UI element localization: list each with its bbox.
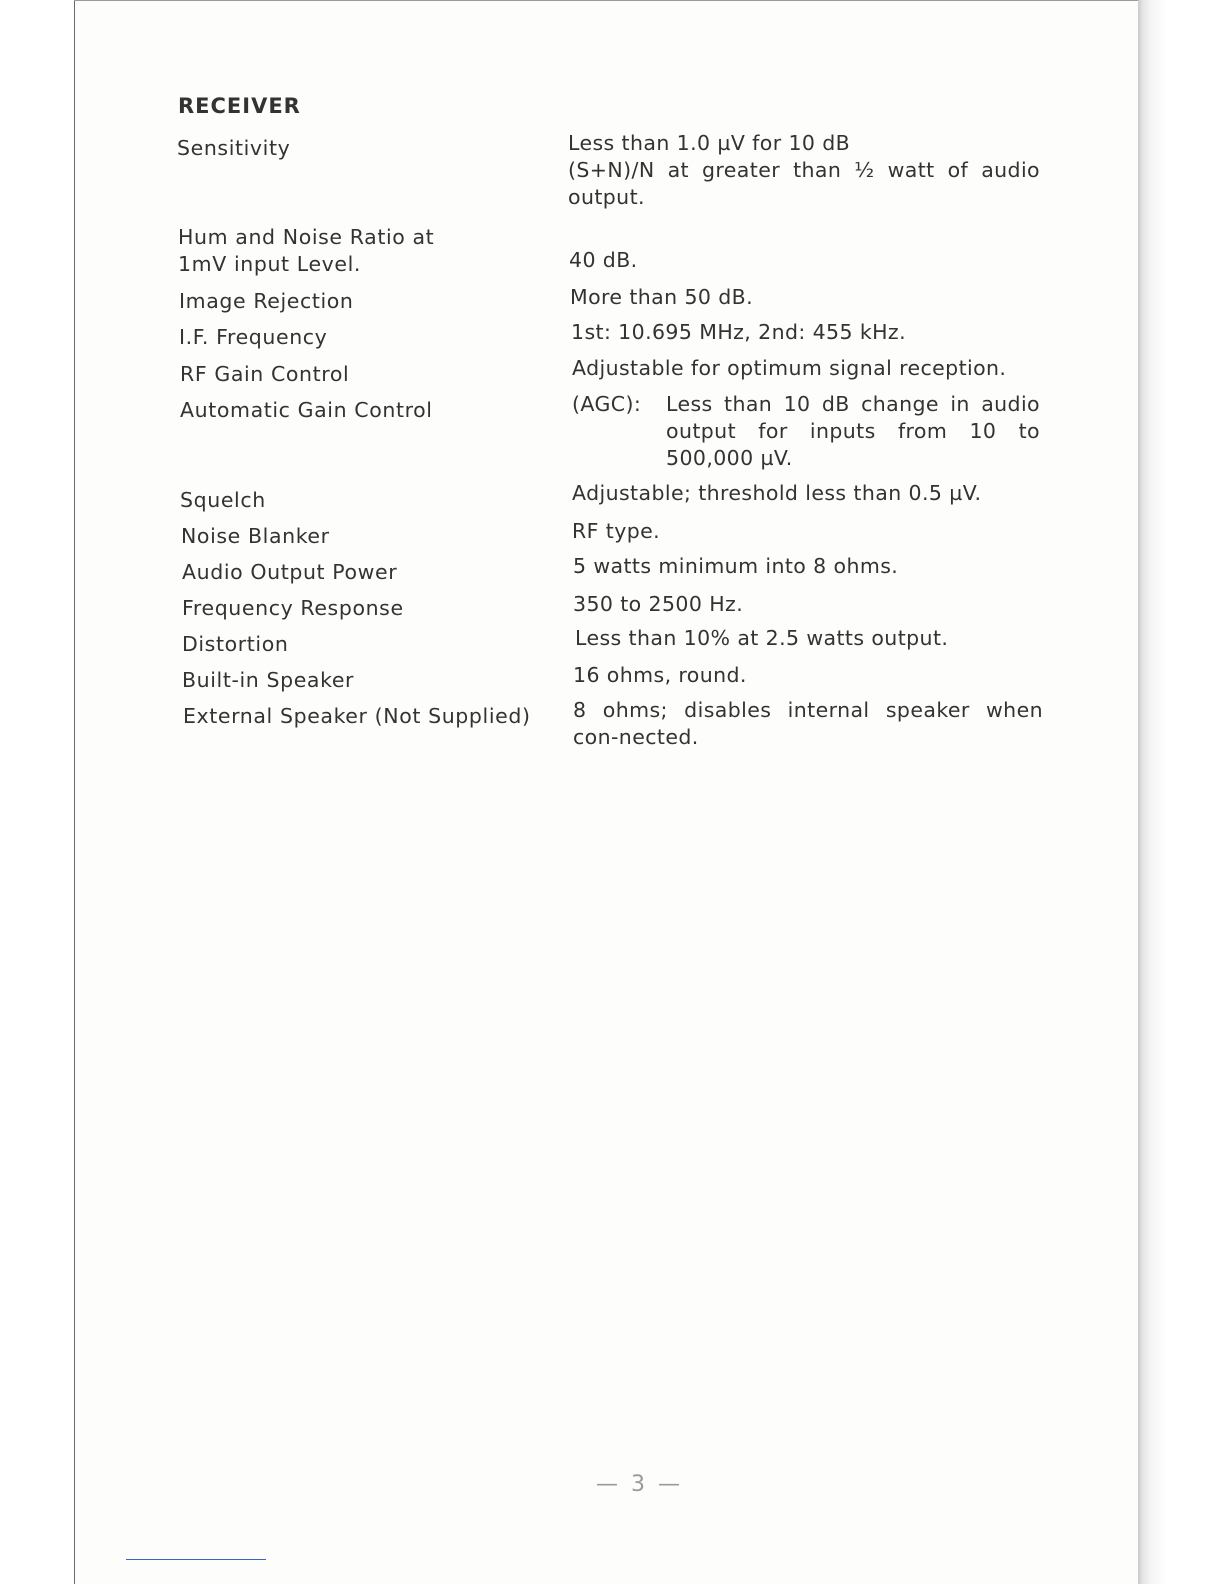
spec-label-image-rejection: Image Rejection <box>179 289 354 313</box>
page-top-edge <box>74 0 1140 1</box>
spec-value-sensitivity <box>568 130 1040 211</box>
page-number: — 3 — <box>596 1472 683 1497</box>
spec-value-hum-noise: 40 dB. <box>569 248 638 272</box>
spec-value-sensitivity-rest: (S+N)/N at greater than ½ watt of audio output. <box>568 158 1040 209</box>
spec-value-sensitivity-line1: Less than 1.0 µV for 10 dB <box>568 131 851 155</box>
spec-value-agc-prefix: (AGC): <box>572 392 642 416</box>
spec-value-squelch: Adjustable; threshold less than 0.5 µV. <box>572 481 982 505</box>
spec-value-if-frequency: 1st: 10.695 MHz, 2nd: 455 kHz. <box>571 320 907 344</box>
spec-label-builtin-speaker: Built-in Speaker <box>182 668 355 692</box>
spec-value-external-speaker: 8 ohms; disables internal speaker when con-nected. <box>573 698 1043 749</box>
spec-value-noise-blanker: RF type. <box>572 519 661 543</box>
spec-label-rf-gain: RF Gain Control <box>180 362 350 386</box>
spec-value-image-rejection: More than 50 dB. <box>570 285 754 309</box>
spec-label-sensitivity: Sensitivity <box>177 136 291 160</box>
spec-label-agc: Automatic Gain Control <box>180 398 433 422</box>
spec-label-external-speaker: External Speaker (Not Supplied) <box>183 704 531 728</box>
spec-label-frequency-response: Frequency Response <box>182 596 404 620</box>
spec-label-distortion: Distortion <box>182 632 289 656</box>
spec-value-audio-output: 5 watts minimum into 8 ohms. <box>573 554 899 578</box>
spec-label-squelch: Squelch <box>180 488 266 512</box>
spec-label-if-frequency: I.F. Frequency <box>179 325 328 349</box>
spec-value-frequency-response: 350 to 2500 Hz. <box>573 592 744 616</box>
page-right-edge-shadow <box>1138 0 1224 1584</box>
spec-value-builtin-speaker: 16 ohms, round. <box>573 663 747 687</box>
section-heading-receiver: RECEIVER <box>178 94 301 118</box>
spec-label-noise-blanker: Noise Blanker <box>181 524 330 548</box>
spec-label-hum-noise-line1: Hum and Noise Ratio at <box>178 225 435 249</box>
spec-value-agc: Less than 10 dB change in audio output for inputs from 10 to 500,000 µV. <box>666 392 1040 470</box>
spec-label-hum-noise-line2: 1mV input Level. <box>178 252 362 276</box>
spec-value-rf-gain: Adjustable for optimum signal reception. <box>572 356 1007 380</box>
spec-value-distortion: Less than 10% at 2.5 watts output. <box>575 626 949 650</box>
spec-label-audio-output: Audio Output Power <box>182 560 398 584</box>
bottom-edge-rule <box>126 1559 266 1560</box>
spec-label-hum-noise <box>178 224 434 278</box>
